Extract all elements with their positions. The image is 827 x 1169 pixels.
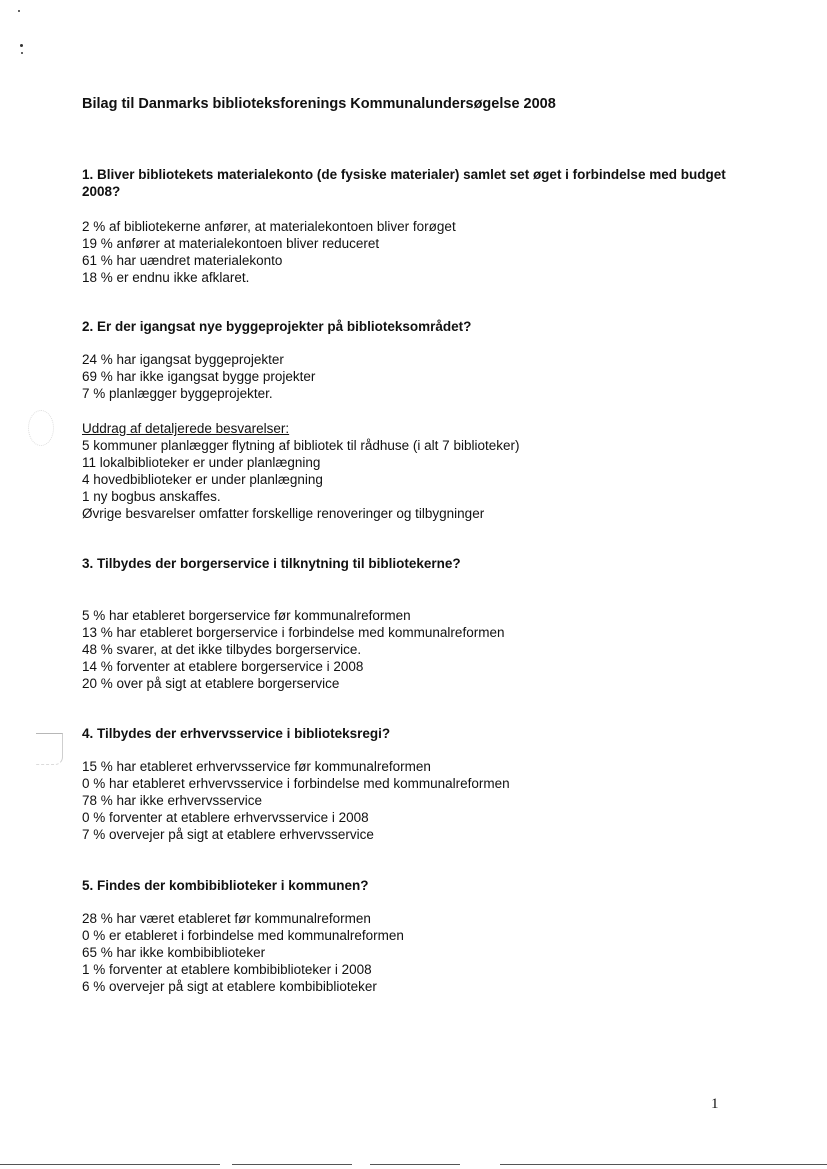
- answer-item: 0 % er etableret i forbindelse med kommunalreformen: [82, 928, 404, 943]
- answer-list: [82, 351, 742, 402]
- answer-item: 14 % forventer at etablere borgerservice i 2008: [82, 659, 364, 674]
- question-section-3: [82, 555, 742, 692]
- answer-item: 28 % har været etableret før kommunalreformen: [82, 911, 371, 926]
- document-title: Bilag til Danmarks biblioteksforenings Kommunalundersøgelse 2008: [82, 96, 556, 112]
- question-section-4: [82, 725, 742, 843]
- answer-item: 65 % har ikke kombibiblioteker: [82, 945, 266, 960]
- scan-edge-line: [500, 1164, 827, 1165]
- answer-list: [82, 758, 742, 843]
- answer-item: 15 % har etableret erhvervsservice før kommunalreformen: [82, 759, 431, 774]
- excerpt-item: 1 ny bogbus anskaffes.: [82, 489, 221, 504]
- question-heading: 1. Bliver bibliotekets materialekonto (de fysiske materialer) samlet set øget i forbindelse med budget 2008?: [82, 167, 726, 199]
- question-section-1: [82, 166, 742, 286]
- answer-list: [82, 910, 742, 995]
- scan-bracket-mark: [36, 733, 63, 765]
- excerpt-item: 11 lokalbiblioteker er under planlægning: [82, 455, 321, 470]
- question-heading: 5. Findes der kombibiblioteker i kommunen?: [82, 878, 369, 893]
- question-heading: 3. Tilbydes der borgerservice i tilknytning til bibliotekerne?: [82, 556, 461, 571]
- answer-item: 13 % har etableret borgerservice i forbindelse med kommunalreformen: [82, 625, 505, 640]
- answer-item: 48 % svarer, at det ikke tilbydes borgerservice.: [82, 642, 362, 657]
- excerpt-item: 4 hovedbiblioteker er under planlægning: [82, 472, 323, 487]
- answer-item: 0 % har etableret erhvervsservice i forbindelse med kommunalreformen: [82, 776, 510, 791]
- answer-list: [82, 607, 742, 692]
- question-section-2: [82, 318, 742, 522]
- answer-item: 78 % har ikke erhvervsservice: [82, 793, 263, 808]
- scan-speck: [18, 10, 20, 12]
- answer-item: 7 % planlægger byggeprojekter.: [82, 386, 273, 401]
- question-heading: 2. Er der igangsat nye byggeprojekter på biblioteksområdet?: [82, 319, 472, 334]
- answer-item: 61 % har uændret materialekonto: [82, 253, 283, 268]
- excerpt-item: Øvrige besvarelser omfatter forskellige renoveringer og tilbygninger: [82, 506, 485, 521]
- answer-item: 20 % over på sigt at etablere borgerservice: [82, 676, 340, 691]
- excerpt-list: [82, 437, 742, 522]
- excerpt-item: 5 kommuner planlægger flytning af bibliotek til rådhuse (i alt 7 biblioteker): [82, 438, 520, 453]
- scan-edge-line: [0, 1164, 220, 1165]
- page-number: 1: [711, 1096, 719, 1112]
- answer-item: 18 % er endnu ikke afklaret.: [82, 270, 250, 285]
- scan-edge-line: [232, 1164, 352, 1165]
- question-heading: 4. Tilbydes der erhvervsservice i biblioteksregi?: [82, 726, 391, 741]
- scan-hole-mark: [28, 410, 54, 446]
- scan-edge-line: [370, 1164, 460, 1165]
- answer-item: 0 % forventer at etablere erhvervsservice i 2008: [82, 810, 369, 825]
- answer-item: 69 % har ikke igangsat bygge projekter: [82, 369, 316, 384]
- answer-item: 1 % forventer at etablere kombibiblioteker i 2008: [82, 962, 372, 977]
- question-section-5: [82, 877, 742, 995]
- answer-item: 2 % af bibliotekerne anfører, at materialekontoen bliver forøget: [82, 219, 456, 234]
- answer-item: 6 % overvejer på sigt at etablere kombibiblioteker: [82, 979, 377, 994]
- answer-item: 19 % anfører at materialekontoen bliver reduceret: [82, 236, 380, 251]
- scan-speck: [20, 44, 23, 47]
- answer-list: [82, 218, 742, 286]
- scan-speck: [21, 52, 23, 54]
- answer-item: 5 % har etableret borgerservice før kommunalreformen: [82, 608, 411, 623]
- excerpt-heading: Uddrag af detaljerede besvarelser:: [82, 421, 290, 436]
- answer-item: 7 % overvejer på sigt at etablere erhvervsservice: [82, 827, 374, 842]
- answer-item: 24 % har igangsat byggeprojekter: [82, 352, 284, 367]
